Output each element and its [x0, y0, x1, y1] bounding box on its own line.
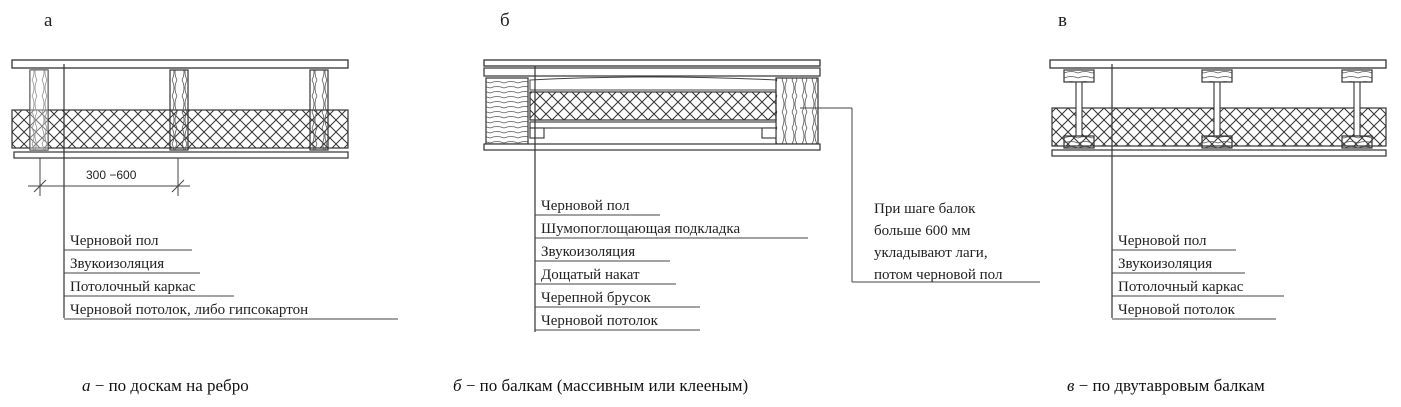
panel-b-caption-text: − по балкам (массивным или клееным)	[461, 376, 749, 395]
panel-b-note-line-1: При шаге балок	[874, 201, 976, 217]
panel-b-caption-letter: б	[453, 376, 462, 395]
panel-a-dimension: 300 −600	[86, 168, 137, 182]
panel-b-caption	[453, 376, 748, 395]
panel-c-label-2: Звукоизоляция	[1118, 256, 1213, 272]
panel-a-letter: а	[44, 10, 53, 31]
panel-a-caption	[82, 376, 249, 395]
panel-a-caption-text: − по доскам на ребро	[90, 376, 249, 395]
panel-b-letter: б	[500, 10, 510, 31]
panel-c-caption-text: − по двутавровым балкам	[1074, 376, 1265, 395]
panel-c-label-1: Черновой пол	[1118, 233, 1207, 249]
panel-b-label-3: Звукоизоляция	[541, 244, 636, 260]
panel-a-label-1: Черновой пол	[70, 233, 159, 249]
panel-c-letter: в	[1058, 10, 1067, 31]
panel-b-note-line-2: больше 600 мм	[874, 223, 971, 239]
panel-b-label-6: Черновой потолок	[541, 313, 658, 329]
panel-b-label-1: Черновой пол	[541, 198, 630, 214]
panel-a-caption-letter: а	[82, 376, 91, 395]
panel-b-label-5: Черепной брусок	[541, 290, 651, 306]
panel-a-label-3: Потолочный каркас	[70, 279, 196, 295]
panel-a-label-2: Звукоизоляция	[70, 256, 165, 272]
panel-b-note-line-3: укладывают лаги,	[874, 245, 988, 261]
panel-a-label-4: Черновой потолок, либо гипсокартон	[70, 302, 309, 318]
panel-b-note-line-4: потом черновой пол	[874, 267, 1003, 283]
panel-c-label-3: Потолочный каркас	[1118, 279, 1244, 295]
panel-b-label-4: Дощатый накат	[541, 267, 640, 283]
panel-b-label-2: Шумопоглощающая подкладка	[541, 221, 741, 237]
panel-c-caption	[1067, 376, 1265, 395]
panel-c-label-4: Черновой потолок	[1118, 302, 1235, 318]
panel-c-caption-letter: в	[1067, 376, 1075, 395]
